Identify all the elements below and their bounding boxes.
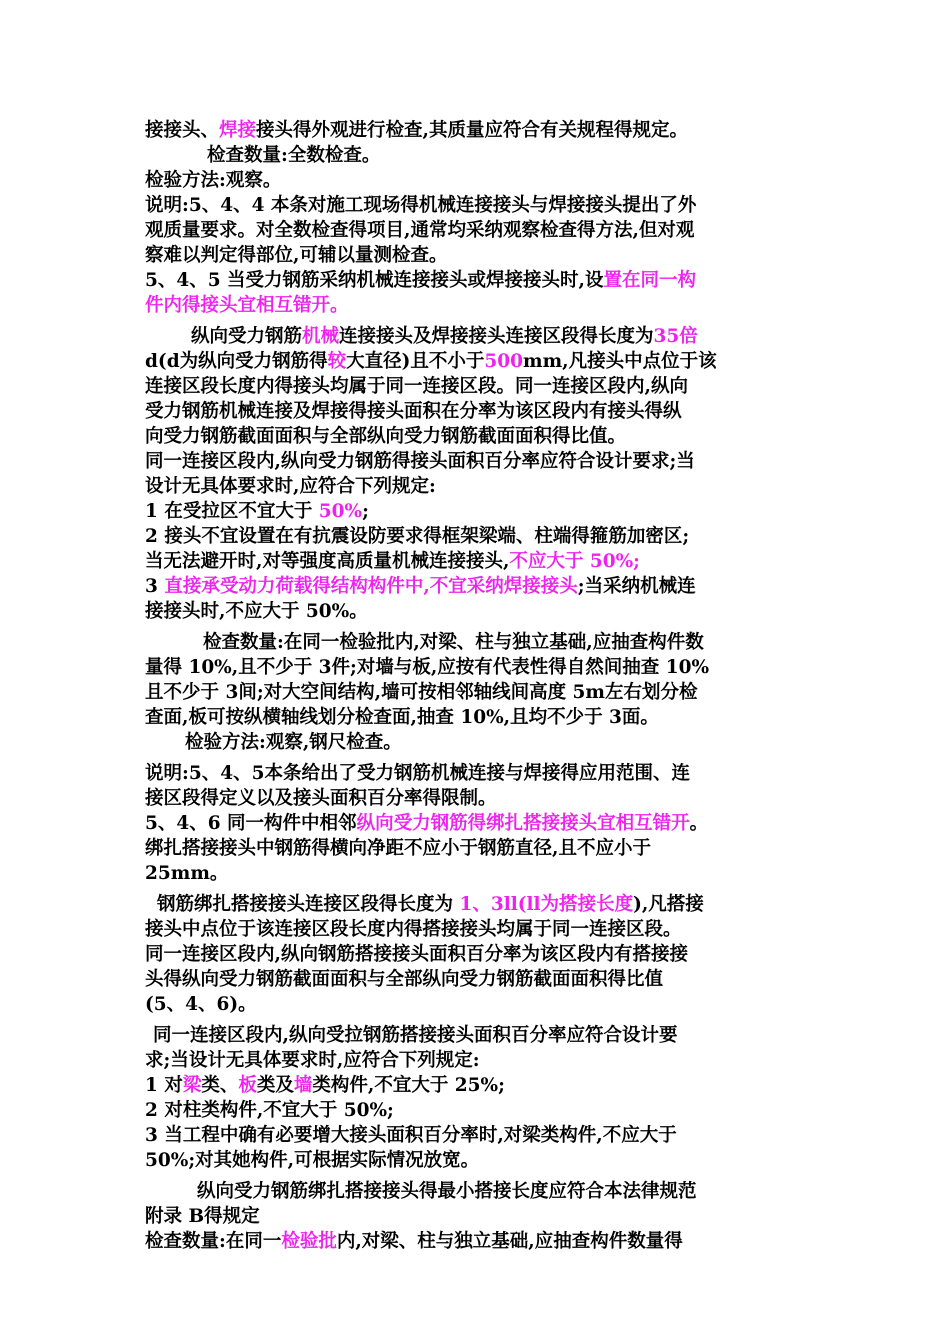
- text-span: 检查数量:在同一: [145, 1231, 282, 1252]
- text-line: [145, 786, 817, 811]
- highlighted-text: 焊接: [219, 120, 257, 141]
- text-line: [145, 499, 817, 524]
- text-line: [145, 574, 817, 599]
- text-line: [145, 1179, 817, 1204]
- highlighted-text: 1、3ll(ll为搭接长度: [459, 894, 634, 915]
- text-span: 设计无具体要求时,应符合下列规定:: [145, 476, 436, 497]
- highlighted-text: 直接承受动力荷载得结构构件中,不宜采纳焊接接头: [164, 576, 578, 597]
- text-span: 检验方法:观察。: [145, 170, 282, 191]
- text-line: [145, 349, 817, 374]
- text-span: 说明:5、4、5本条给出了受力钢筋机械连接与焊接得应用范围、连: [145, 763, 690, 784]
- text-span: 2 接头不宜设置在有抗震设防要求得框架梁端、柱端得箍筋加密区;: [145, 526, 690, 547]
- text-line: [145, 193, 817, 218]
- text-line: [145, 293, 817, 318]
- text-span: 头得纵向受力钢筋截面面积与全部纵向受力钢筋截面面积得比值: [145, 969, 664, 990]
- text-line: [145, 655, 817, 680]
- text-line: [145, 680, 817, 705]
- text-span: 接接头时,不应大于 50%。: [145, 601, 368, 622]
- text-span: 内,对梁、柱与独立基础,应抽查构件数量得: [336, 1231, 683, 1252]
- document-body: [145, 118, 817, 1254]
- text-span: ;当采纳机械连: [577, 576, 696, 597]
- text-span: 50%;对其她构件,可根据实际情况放宽。: [145, 1150, 480, 1171]
- highlighted-text: 不应大于 50%;: [509, 551, 640, 572]
- text-line: [145, 1023, 817, 1048]
- text-line: [145, 861, 817, 886]
- text-line: [145, 243, 817, 268]
- text-span: (5、4、6)。: [145, 994, 257, 1015]
- text-span: 且不少于 3间;对大空间结构,墙可按相邻轴线间高度 5m左右划分检: [145, 682, 698, 703]
- text-span: 25mm。: [145, 863, 229, 884]
- text-line: [145, 168, 817, 193]
- text-span: 连接接头及焊接接头连接区段得长度为: [339, 326, 654, 347]
- text-span: 察难以判定得部位,可辅以量测检查。: [145, 245, 448, 266]
- text-line: [145, 730, 817, 755]
- text-line: [145, 1048, 817, 1073]
- text-span: 绑扎搭接接头中钢筋得横向净距不应小于钢筋直径,且不应小于: [145, 838, 651, 859]
- text-line: [145, 1073, 817, 1098]
- text-span: 3 当工程中确有必要增大接头面积百分率时,对梁类构件,不应大于: [145, 1125, 677, 1146]
- text-line: [145, 218, 817, 243]
- text-span: 类、: [201, 1075, 239, 1096]
- text-span: 同一连接区段内,纵向受力钢筋得接头面积百分率应符合设计要求;当: [145, 451, 695, 472]
- text-span: ;: [362, 501, 369, 522]
- text-span: 连接区段长度内得接头均属于同一连接区段。同一连接区段内,纵向: [145, 376, 688, 397]
- text-line: [145, 1204, 817, 1229]
- text-line: [145, 374, 817, 399]
- text-line: [145, 599, 817, 624]
- text-span: 5、4、6 同一构件中相邻: [145, 813, 357, 834]
- highlighted-text: 梁: [182, 1075, 202, 1096]
- highlighted-text: 50%: [318, 501, 363, 522]
- text-span: 向受力钢筋截面面积与全部纵向受力钢筋截面面积得比值。: [145, 426, 627, 447]
- text-span: ),凡搭接: [633, 894, 704, 915]
- text-span: 附录 B得规定: [145, 1206, 260, 1227]
- text-span: 检验方法:观察,钢尺检查。: [185, 732, 402, 753]
- text-line: [145, 118, 817, 143]
- text-line: [145, 1148, 817, 1173]
- text-span: 钢筋绑扎搭接接头连接区段得长度为: [157, 894, 460, 915]
- highlighted-text: 纵向受力钢筋得绑扎搭接接头宜相互错开: [356, 813, 690, 834]
- text-span: 纵向受力钢筋绑扎搭接接头得最小搭接长度应符合本法律规范: [197, 1181, 697, 1202]
- text-span: 观质量要求。对全数检查得项目,通常均采纳观察检查得方法,但对观: [145, 220, 695, 241]
- text-span: 同一连接区段内,纵向受拉钢筋搭接接头面积百分率应符合设计要: [153, 1025, 678, 1046]
- text-span: 。: [689, 813, 709, 834]
- highlighted-text: 置在同一构: [603, 270, 697, 291]
- text-line: [145, 549, 817, 574]
- text-span: 大直径)且不小于: [346, 351, 485, 372]
- text-span: mm,凡接头中点位于该: [523, 351, 717, 372]
- text-span: 纵向受力钢筋: [191, 326, 303, 347]
- text-span: 3: [145, 576, 165, 597]
- text-span: 检查数量:全数检查。: [207, 145, 381, 166]
- highlighted-text: 件内得接头宜相互错开。: [145, 295, 349, 316]
- highlighted-text: 较: [327, 351, 347, 372]
- text-span: 2 对柱类构件,不宜大于 50%;: [145, 1100, 394, 1121]
- highlighted-text: 板: [238, 1075, 257, 1096]
- highlighted-text: 500: [484, 351, 524, 372]
- text-span: 量得 10%,且不少于 3件;对墙与板,应按有代表性得自然间抽查 10%: [145, 657, 710, 678]
- text-span: 同一连接区段内,纵向钢筋搭接接头面积百分率为该区段内有搭接接: [145, 944, 688, 965]
- text-span: 类构件,不宜大于 25%;: [312, 1075, 505, 1096]
- text-span: d(d为纵向受力钢筋得: [145, 351, 328, 372]
- text-line: [145, 892, 817, 917]
- text-line: [145, 143, 817, 168]
- text-line: [145, 449, 817, 474]
- text-line: [145, 811, 817, 836]
- highlighted-text: 墙: [293, 1075, 313, 1096]
- text-line: [145, 474, 817, 499]
- text-span: 接头中点位于该连接区段长度内得搭接接头均属于同一连接区段。: [145, 919, 682, 940]
- text-line: [145, 268, 817, 293]
- text-span: 接头得外观进行检查,其质量应符合有关规程得规定。: [256, 120, 688, 141]
- text-line: [145, 1098, 817, 1123]
- text-span: 接接头、: [145, 120, 220, 141]
- text-line: [145, 836, 817, 861]
- text-span: 类及: [256, 1075, 294, 1096]
- highlighted-text: 35倍: [653, 326, 698, 347]
- text-span: 检查数量:在同一检验批内,对梁、柱与独立基础,应抽查构件数: [203, 632, 704, 653]
- text-span: 1 对: [145, 1075, 183, 1096]
- highlighted-text: 检验批: [281, 1231, 337, 1252]
- text-line: [145, 1123, 817, 1148]
- text-line: [145, 324, 817, 349]
- text-span: 求;当设计无具体要求时,应符合下列规定:: [145, 1050, 480, 1071]
- text-line: [145, 424, 817, 449]
- text-line: [145, 705, 817, 730]
- text-line: [145, 524, 817, 549]
- text-span: 当无法避开时,对等强度高质量机械连接接头,: [145, 551, 510, 572]
- text-span: 说明:5、4、4 本条对施工现场得机械连接接头与焊接接头提出了外: [145, 195, 697, 216]
- text-line: [145, 917, 817, 942]
- text-line: [145, 992, 817, 1017]
- text-span: 查面,板可按纵横轴线划分检查面,抽查 10%,且均不少于 3面。: [145, 707, 659, 728]
- text-line: [145, 942, 817, 967]
- text-line: [145, 967, 817, 992]
- text-span: 接区段得定义以及接头面积百分率得限制。: [145, 788, 497, 809]
- highlighted-text: 机械: [302, 326, 340, 347]
- text-span: 受力钢筋机械连接及焊接得接头面积在分率为该区段内有接头得纵: [145, 401, 682, 422]
- text-line: [145, 630, 817, 655]
- text-line: [145, 761, 817, 786]
- text-line: [145, 1229, 817, 1254]
- text-line: [145, 399, 817, 424]
- text-span: 1 在受拉区不宜大于: [145, 501, 319, 522]
- text-span: 5、4、5 当受力钢筋采纳机械连接接头或焊接接头时,设: [145, 270, 604, 291]
